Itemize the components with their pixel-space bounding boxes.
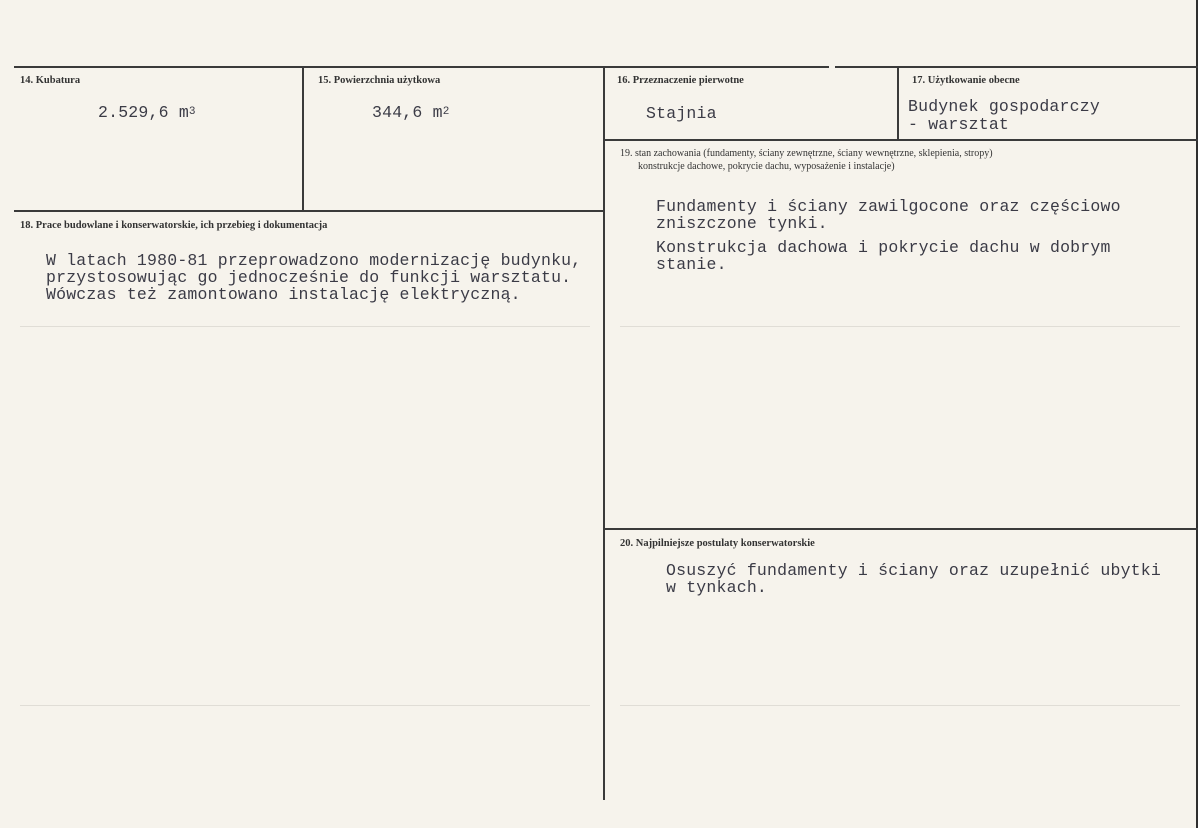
field-17-value-line-1: Budynek gospodarczy — [908, 97, 1100, 116]
field-18-line-2: przystosowując go jednocześnie do funkcji warsztatu. — [46, 268, 572, 287]
divider-16-17 — [897, 66, 899, 139]
field-15-value: 344,6 $m^2$ — [372, 103, 450, 122]
field-20-label: 20. Najpilniejsze postulaty konserwatorskie — [620, 538, 815, 549]
field-14-value: 2.529,6 $m^3$ — [98, 103, 196, 122]
field-19-p2-line-2: stanie. — [656, 255, 727, 274]
faint-line — [620, 326, 1180, 327]
field-17-value-line-2: - warsztat — [908, 115, 1010, 134]
field-19-p1-line-2: zniszczone tynki. — [656, 214, 828, 233]
top-rule-left — [14, 66, 829, 68]
field-19-p2-line-1: Konstrukcja dachowa i pokrycie dachu w dobrym — [656, 238, 1111, 257]
top-rule-right — [835, 66, 1198, 68]
field-16-value: Stajnia — [646, 104, 717, 123]
field-20-line-1: Osuszyć fundamenty i ściany oraz uzupełnić ubytki — [666, 561, 1161, 580]
rule-above-19 — [603, 139, 1198, 141]
field-17-label: 17. Użytkowanie obecne — [912, 75, 1020, 86]
field-15-label: 15. Powierzchnia użytkowa — [318, 75, 441, 86]
field-20-line-2: w tynkach. — [666, 578, 768, 597]
field-19-label — [620, 147, 1190, 173]
faint-line — [20, 326, 590, 327]
field-19-p1-line-1: Fundamenty i ściany zawilgocone oraz częściowo — [656, 197, 1121, 216]
field-18-label: 18. Prace budowlane i konserwatorskie, ich przebieg i dokumentacja — [20, 220, 328, 231]
faint-line — [20, 705, 590, 706]
field-14-label: 14. Kubatura — [20, 75, 81, 86]
divider-center — [603, 66, 605, 800]
field-18-line-3: Wówczas też zamontowano instalację elektryczną. — [46, 285, 521, 304]
faint-line — [620, 705, 1180, 706]
field-16-label: 16. Przeznaczenie pierwotne — [617, 75, 744, 86]
field-19-label-line-1: 19. stan zachowania (fundamenty, ściany zewnętrzne, ściany wewnętrzne, sklepienia, stropy) — [620, 148, 993, 159]
field-18-line-1: W latach 1980-81 przeprowadzono modernizację budynku, — [46, 251, 582, 270]
divider-14-15 — [302, 66, 304, 211]
rule-above-20 — [603, 528, 1198, 530]
rule-above-18 — [14, 210, 604, 212]
field-19-label-line-2: konstrukcje dachowe, pokrycie dachu, wyposażenie i instalacje) — [638, 161, 895, 172]
